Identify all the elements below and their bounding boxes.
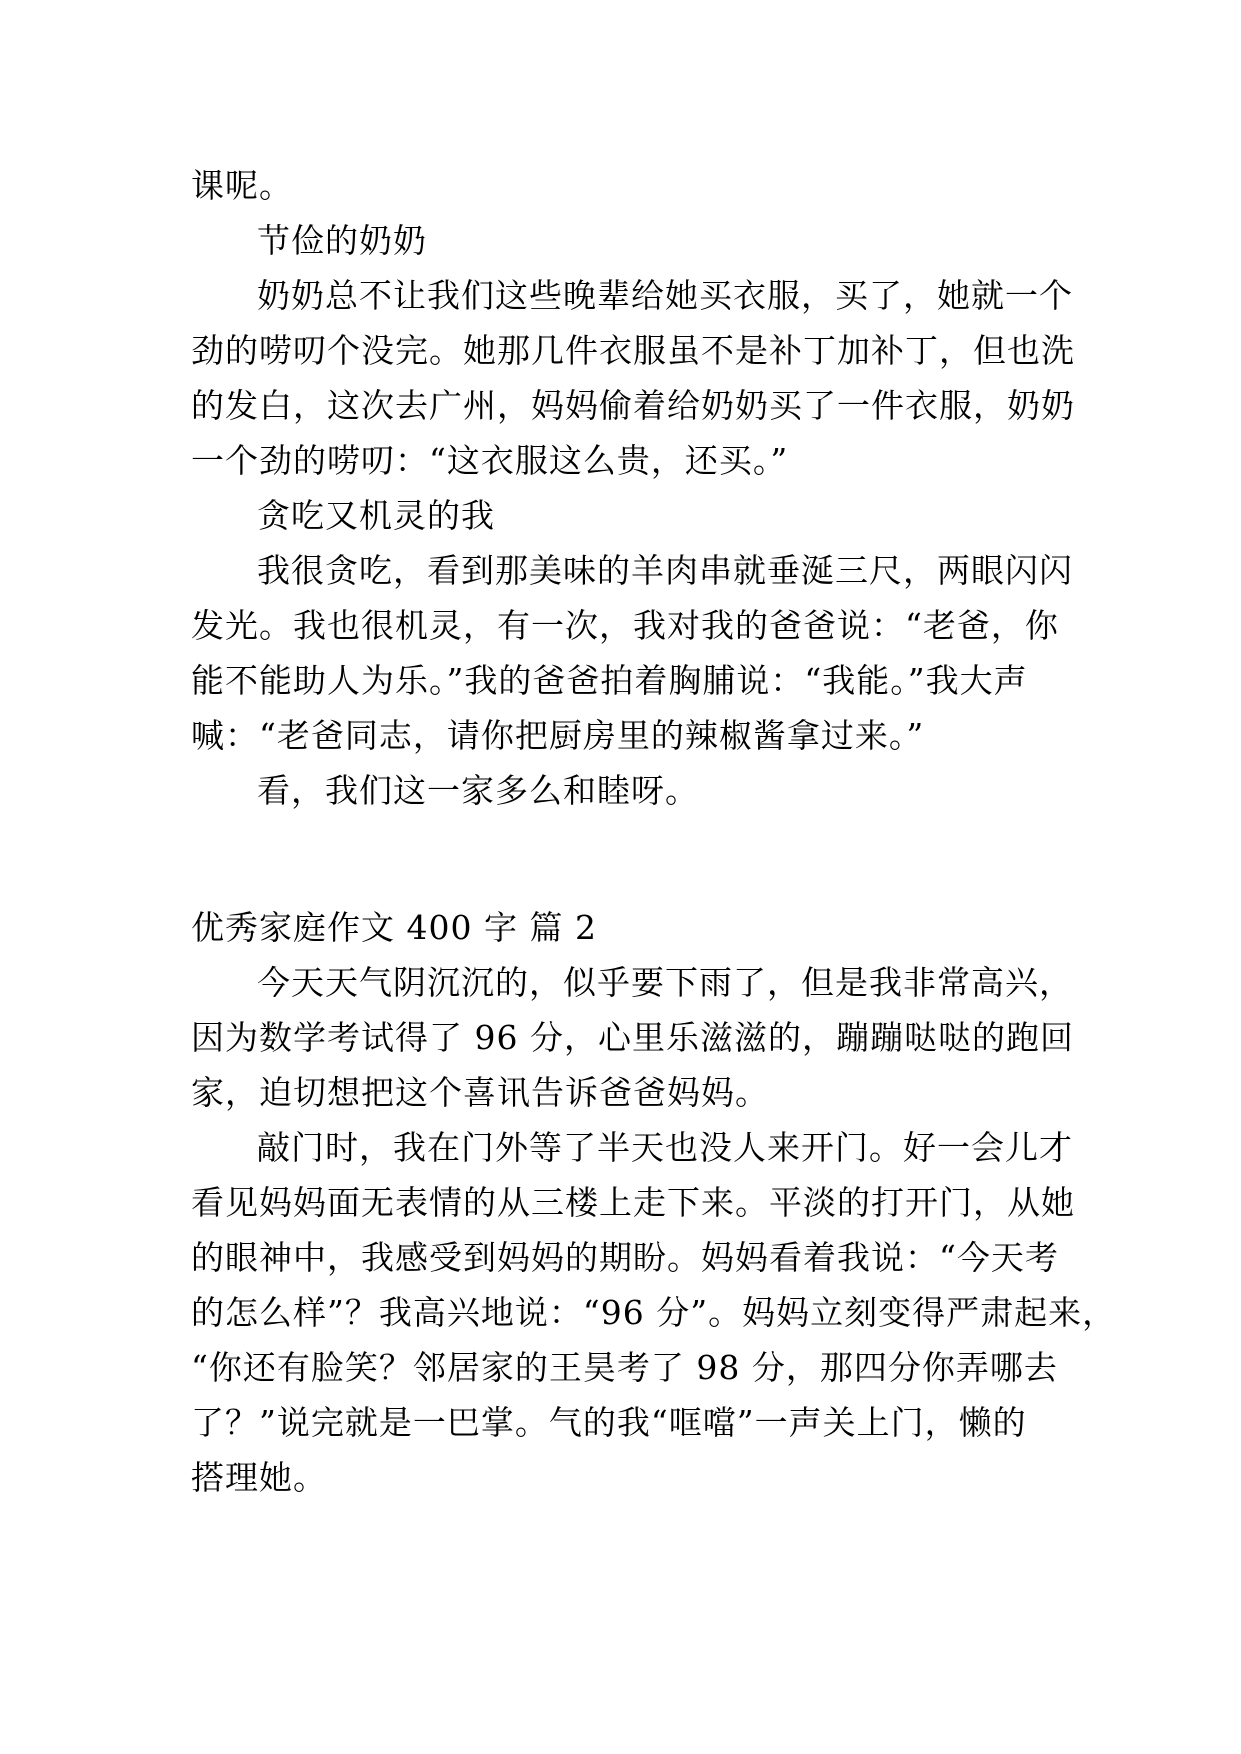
section-title: 优秀家庭作文 400 字 篇 2 [191, 908, 597, 947]
document-body [191, 158, 1117, 1505]
paragraph-line: 发光。我也很机灵，有一次，我对我的爸爸说：“老爸，你 [191, 606, 1059, 645]
paragraph-weather [191, 955, 1074, 1120]
paragraph-line: 家，迫切想把这个喜讯告诉爸爸妈妈。 [191, 1073, 769, 1112]
paragraph-line: 喊：“老爸同志，请你把厨房里的辣椒酱拿过来。” [191, 716, 925, 755]
paragraph-line: 的发白，这次去广州，妈妈偷着给奶奶买了一件衣服，奶奶 [191, 386, 1075, 425]
paragraph-line: 奶奶总不让我们这些晚辈给她买衣服，买了，她就一个 [257, 276, 1073, 315]
paragraph-line: 今天天气阴沉沉的，似乎要下雨了，但是我非常高兴， [257, 963, 1073, 1002]
paragraph-line: 搭理她。 [191, 1458, 327, 1497]
paragraph-door [191, 1120, 1117, 1505]
heading-greedy-me: 贪吃又机灵的我 [257, 496, 495, 535]
paragraph-line: 敲门时，我在门外等了半天也没人来开门。好一会儿才 [257, 1128, 1073, 1167]
paragraph-greedy-me [191, 543, 1073, 763]
paragraph-line: “你还有脸笑？邻居家的王昊考了 98 分，那四分你弄哪去 [191, 1348, 1058, 1387]
paragraph-line: 看见妈妈面无表情的从三楼上走下来。平淡的打开门，从她 [191, 1183, 1075, 1222]
paragraph-frugal-grandma [191, 268, 1075, 488]
paragraph-line: 一个劲的唠叨：“这衣服这么贵，还买。” [191, 441, 789, 480]
heading-frugal-grandma: 节俭的奶奶 [257, 221, 427, 260]
paragraph-line: 的眼神中，我感受到妈妈的期盼。妈妈看着我说：“今天考 [191, 1238, 1059, 1277]
paragraph-line: 因为数学考试得了 96 分，心里乐滋滋的，蹦蹦哒哒的跑回 [191, 1018, 1074, 1057]
paragraph-line: 的怎么样”？我高兴地说：“96 分”。妈妈立刻变得严肃起来， [191, 1293, 1117, 1332]
paragraph-line: 我很贪吃，看到那美味的羊肉串就垂涎三尺，两眼闪闪 [257, 551, 1073, 590]
paragraph-line: 能不能助人为乐。”我的爸爸拍着胸脯说：“我能。”我大声 [191, 661, 1028, 700]
paragraph-tail: 课呢。 [191, 166, 293, 205]
section-spacer [191, 818, 1053, 900]
paragraph-line: 劲的唠叨个没完。她那几件衣服虽不是补丁加补丁，但也洗 [191, 331, 1075, 370]
paragraph-line: 了？”说完就是一巴掌。气的我“哐噹”一声关上门，懒的 [191, 1403, 1027, 1442]
paragraph-closing: 看，我们这一家多么和睦呀。 [257, 771, 699, 810]
